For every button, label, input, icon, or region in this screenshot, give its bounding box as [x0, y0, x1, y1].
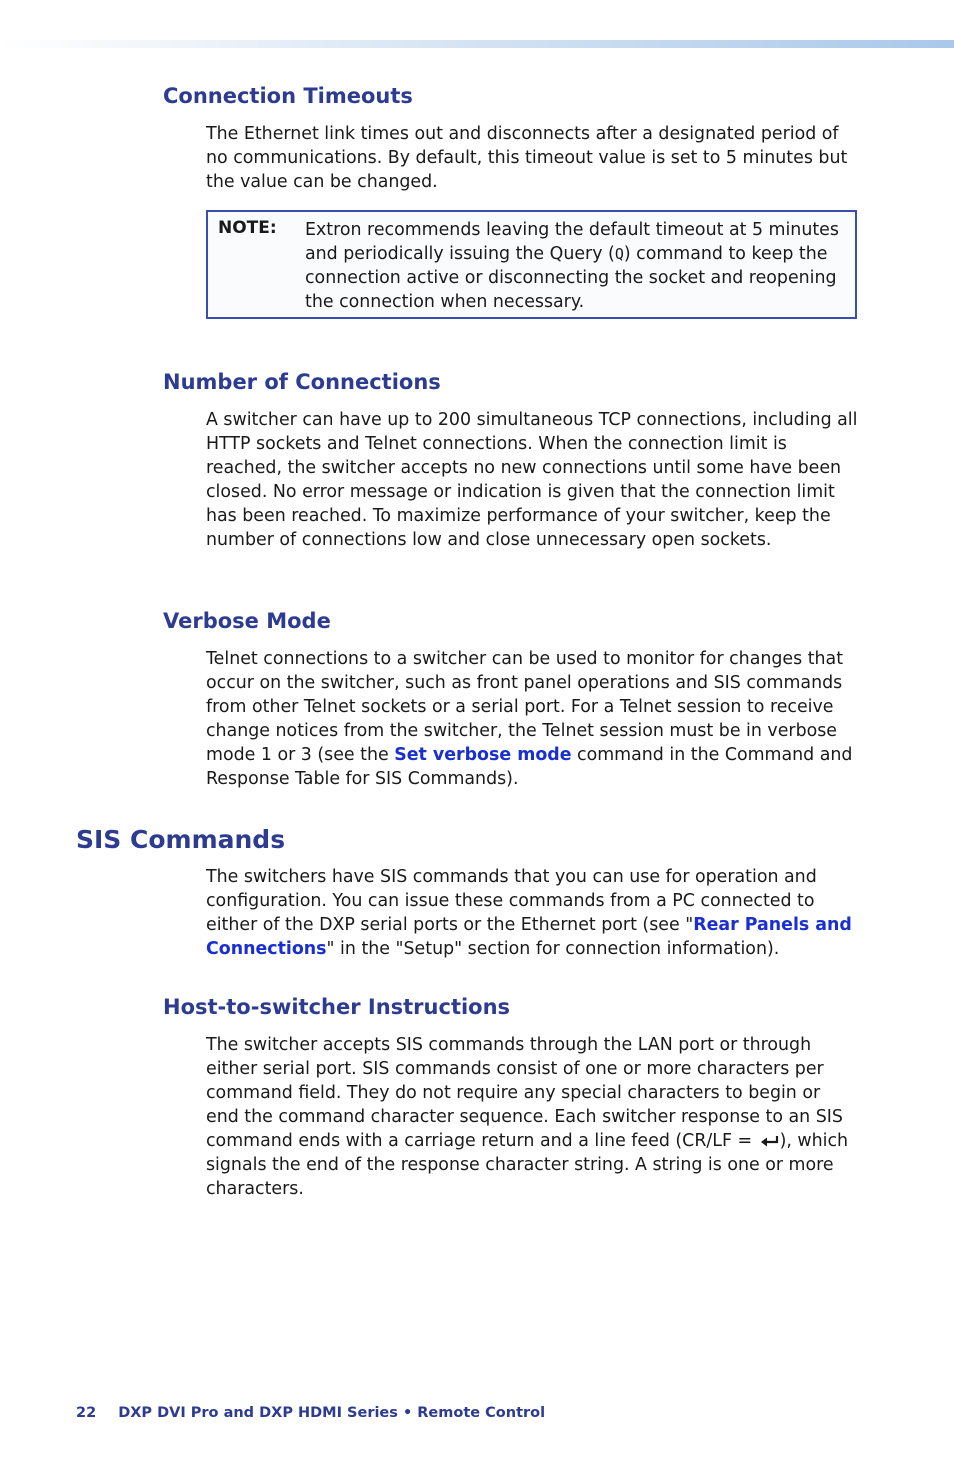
verbose-text-after: command in the Command and Response Table for SIS Commands).	[206, 745, 853, 789]
paragraph-connection-timeouts: The Ethernet link times out and disconnects after a designated period of no communications. By default, this timeout value is set to 5 minutes but the value can be changed.	[206, 124, 848, 192]
paragraph-verbose-mode	[206, 647, 858, 791]
heading-verbose-mode: Verbose Mode	[163, 609, 331, 633]
page-number: 22	[76, 1405, 97, 1421]
enter-return-icon	[760, 1130, 780, 1142]
heading-sis-commands: SIS Commands	[76, 825, 286, 854]
footer-title: DXP DVI Pro and DXP HDMI Series • Remote Control	[118, 1405, 546, 1421]
header-gradient-bar	[0, 40, 954, 48]
verbose-text-before: Telnet connections to a switcher can be used to monitor for changes that occur on the switcher, such as front panel operations and SIS commands from other Telnet sockets or a serial port. For a Telnet session to receive change notices from the switcher, the Telnet session must be in verbose mode 1 or 3 (see the	[206, 649, 844, 765]
query-command: Q	[614, 245, 624, 263]
note-text-before: Extron recommends leaving the default timeout at 5 minutes and periodically issuing the Query (	[305, 220, 839, 264]
heading-connection-timeouts: Connection Timeouts	[163, 84, 413, 108]
paragraph-number-of-connections: A switcher can have up to 200 simultaneous TCP connections, including all HTTP sockets and Telnet connections. When the connection limit is reached, the switcher accepts no new connections until some have been closed. No error message or indication is given that the connection limit has been reached. To maximize performance of your switcher, keep the number of connections low and close unnecessary open sockets.	[206, 410, 858, 550]
paragraph-host-to-switcher	[206, 1033, 858, 1201]
page-footer	[76, 1405, 545, 1421]
host-text-before: The switcher accepts SIS commands through the LAN port or through either serial port. SIS commands consist of one or more characters per command field. They do not require any special characters to begin or end the command character sequence. Each switcher response to an SIS command ends with a carriage return and a line feed (CR/LF =	[206, 1035, 843, 1151]
sis-text-after: " in the "Setup" section for connection information).	[326, 939, 780, 959]
note-label: NOTE:	[218, 218, 277, 238]
heading-host-to-switcher: Host-to-switcher Instructions	[163, 995, 511, 1019]
note-text-after: ) command to keep the connection active or disconnecting the socket and reopening the connection when necessary.	[305, 244, 837, 312]
note-text	[305, 218, 850, 314]
link-set-verbose-mode[interactable]: Set verbose mode	[394, 745, 572, 765]
heading-number-of-connections: Number of Connections	[163, 370, 441, 394]
paragraph-sis-commands	[206, 865, 858, 961]
note-box	[206, 210, 857, 319]
sis-text-before: The switchers have SIS commands that you can use for operation and configuration. You can issue these commands from a PC connected to either of the DXP serial ports or the Ethernet port (see "	[206, 867, 817, 935]
host-text-after: ), which signals the end of the response character string. A string is one or more characters.	[206, 1131, 849, 1199]
link-rear-panels-and-connections[interactable]: Rear Panels and Connections	[206, 915, 852, 959]
